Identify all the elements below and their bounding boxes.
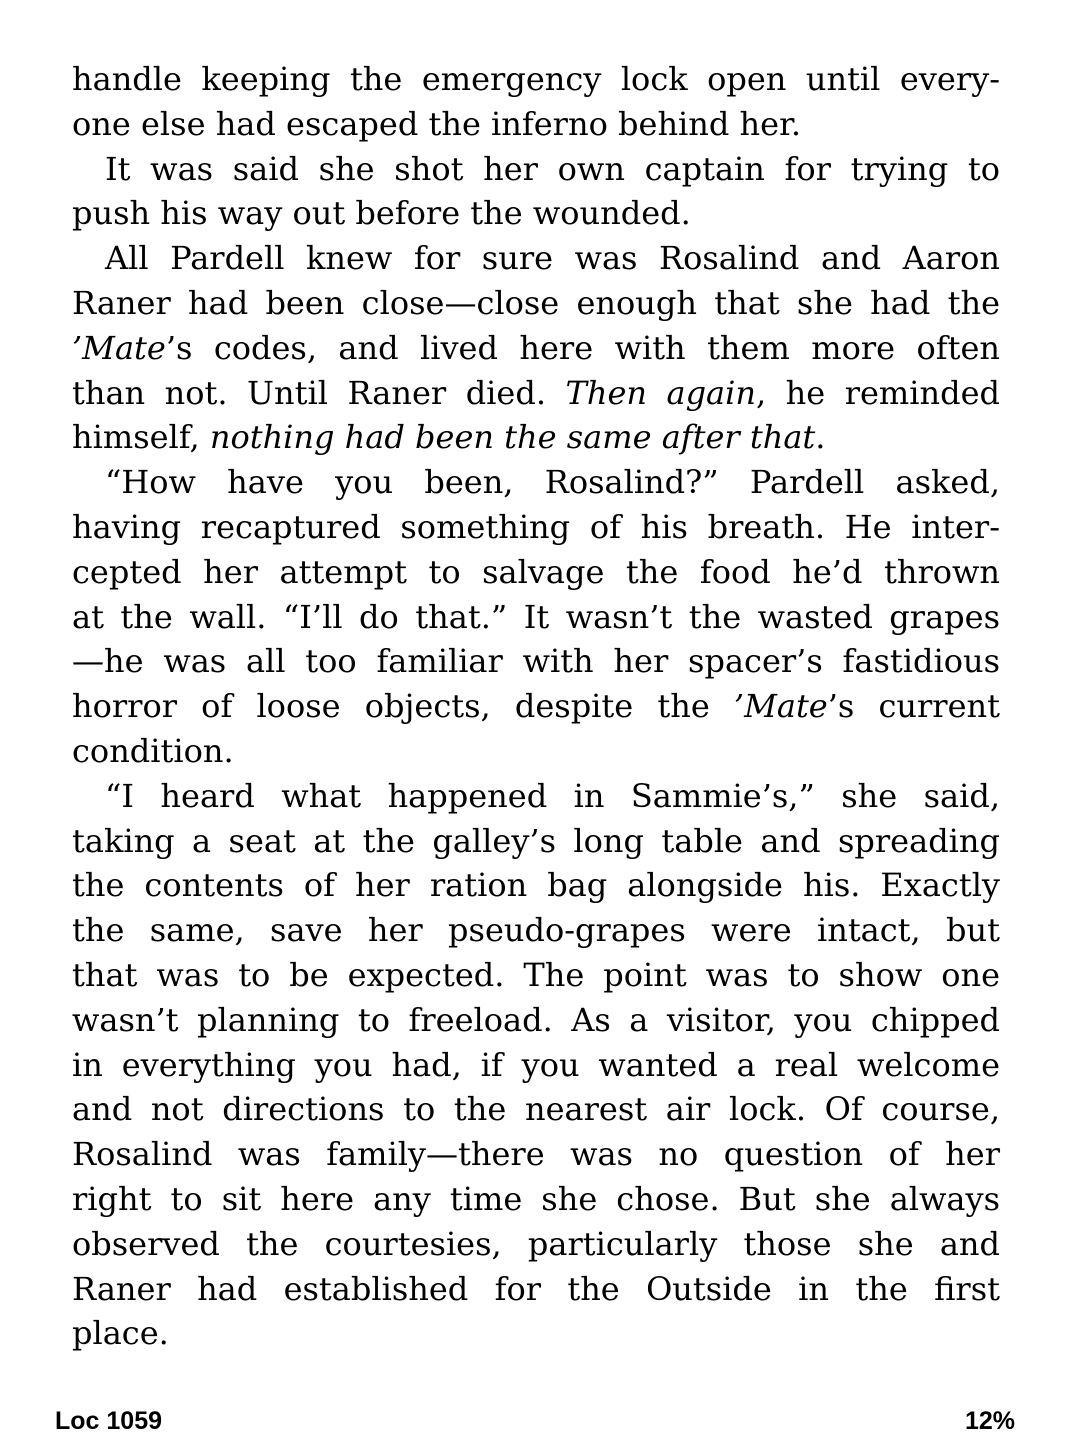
regular-text: All Pardell knew for sure was Rosalind and Aaron <box>105 239 1000 278</box>
text-line <box>72 819 1000 864</box>
regular-text: observed the courtesies, particularly those she and <box>72 1224 1000 1263</box>
regular-text: himself, <box>72 418 210 457</box>
regular-text: . <box>815 418 826 457</box>
page-footer <box>55 1407 1015 1436</box>
regular-text: Raner had established for the Outside in the first <box>72 1269 1000 1308</box>
text-line <box>72 147 1000 192</box>
text-line <box>72 57 1000 102</box>
regular-text: ’s codes, and lived here with them more often <box>165 328 1000 367</box>
text-line <box>72 729 1000 774</box>
regular-text: at the wall. “I’ll do that.” It wasn’t the wasted grapes <box>72 597 1000 636</box>
regular-text: ’s current <box>827 687 1001 726</box>
regular-text: “I heard what happened in Sammie’s,” she said, <box>105 776 1000 815</box>
location-indicator: Loc 1059 <box>55 1407 163 1435</box>
text-line <box>72 550 1000 595</box>
text-line <box>72 1043 1000 1088</box>
regular-text: that was to be expected. The point was to show one <box>72 955 1000 994</box>
text-line <box>72 236 1000 281</box>
text-line <box>72 460 1000 505</box>
regular-text: Rosalind was family—there was no question of her <box>72 1135 1000 1174</box>
regular-text: It was said she shot her own captain for trying to <box>105 149 1000 188</box>
regular-text: and not directions to the nearest air lock. Of course, <box>72 1090 1000 1129</box>
regular-text: the contents of her ration bag alongside his. Exactly <box>72 866 1000 905</box>
regular-text: , he reminded <box>755 373 1001 412</box>
regular-text: having recaptured something of his breath. He inter- <box>72 507 1000 546</box>
text-line <box>72 1222 1000 1267</box>
text-line <box>72 639 1000 684</box>
regular-text: Raner had been close—close enough that she had the <box>72 283 1000 322</box>
regular-text: right to sit here any time she chose. But she always <box>72 1179 1000 1218</box>
regular-text: taking a seat at the galley’s long table and spreading <box>72 821 1000 860</box>
text-line <box>72 281 1000 326</box>
regular-text: condition. <box>72 731 234 770</box>
italic-text: nothing had been the same after that <box>209 418 816 457</box>
regular-text: —he was all too familiar with her spacer’s fastidious <box>72 642 1000 681</box>
italic-text: ’Mate <box>72 328 166 367</box>
text-line <box>72 774 1000 819</box>
text-line <box>72 908 1000 953</box>
text-line <box>72 191 1000 236</box>
regular-text: than not. Until Raner died. <box>72 373 566 412</box>
italic-text: Then again <box>565 373 756 412</box>
regular-text: one else had escaped the inferno behind her. <box>72 104 802 143</box>
regular-text: place. <box>72 1314 169 1353</box>
text-line <box>72 1087 1000 1132</box>
italic-text: ’Mate <box>733 687 828 726</box>
text-line <box>72 998 1000 1043</box>
regular-text: horror of loose objects, despite the <box>72 687 734 726</box>
regular-text: cepted her attempt to salvage the food he’d thrown <box>72 552 1000 591</box>
text-line <box>72 1267 1000 1312</box>
regular-text: handle keeping the emergency lock open until every- <box>72 60 1000 98</box>
text-line <box>72 684 1000 729</box>
regular-text: push his way out before the wounded. <box>72 194 691 233</box>
text-line <box>72 1311 1000 1356</box>
text-line <box>72 1177 1000 1222</box>
regular-text: wasn’t planning to freeload. As a visitor, you chipped <box>72 1000 1000 1039</box>
text-line <box>72 863 1000 908</box>
text-line <box>72 102 1000 147</box>
text-line <box>72 371 1000 416</box>
regular-text: “How have you been, Rosalind?” Pardell asked, <box>105 463 1000 502</box>
progress-indicator: 12% <box>964 1407 1015 1435</box>
text-line <box>72 1132 1000 1177</box>
regular-text: in everything you had, if you wanted a real welcome <box>72 1045 1000 1084</box>
book-text <box>72 57 1000 1356</box>
text-line <box>72 326 1000 371</box>
regular-text: the same, save her pseudo-grapes were intact, but <box>72 911 1000 950</box>
text-line <box>72 415 1000 460</box>
text-line <box>72 505 1000 550</box>
text-line <box>72 595 1000 640</box>
text-line <box>72 953 1000 998</box>
